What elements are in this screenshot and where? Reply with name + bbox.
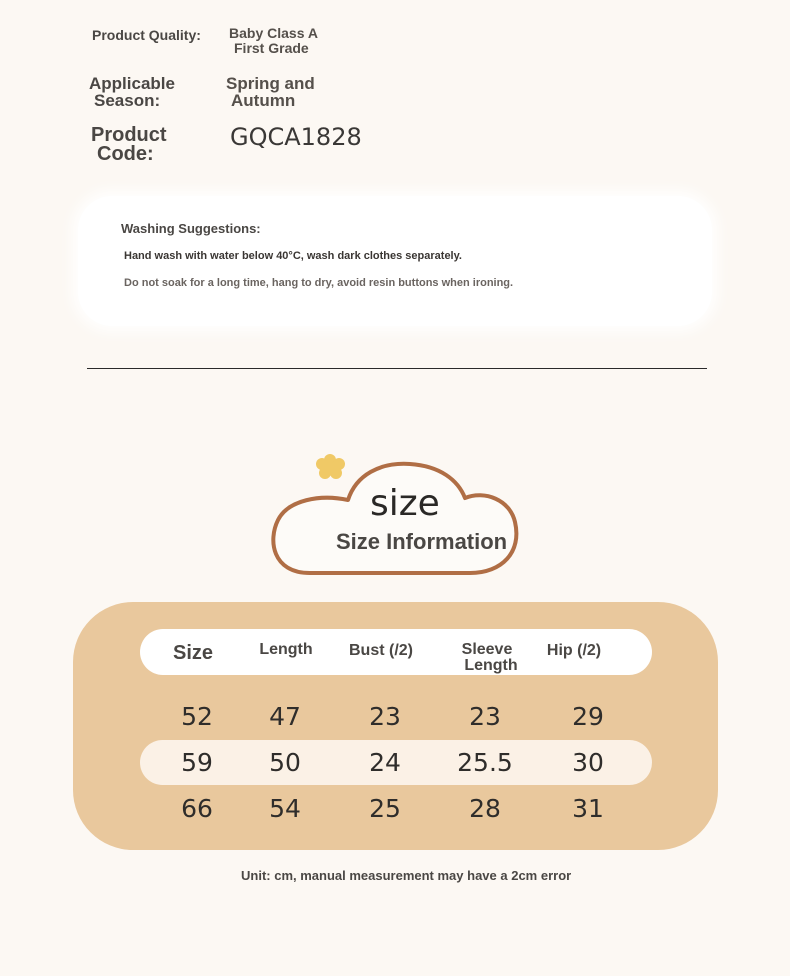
table-cell: 29	[572, 702, 604, 731]
section-divider	[87, 368, 707, 369]
applicable-season-value-line1: Spring and	[226, 74, 315, 93]
product-quality-label: Product Quality:	[92, 27, 201, 43]
product-quality-value-line1: Baby Class A	[229, 25, 318, 41]
washing-suggestions-title: Washing Suggestions:	[121, 221, 261, 236]
table-cell: 24	[369, 748, 401, 777]
table-cell: 47	[269, 702, 301, 731]
header-bust: Bust (/2)	[349, 642, 413, 659]
table-cell: 31	[572, 794, 604, 823]
applicable-season-label-line1: Applicable	[89, 74, 175, 93]
product-code-label-line1: Product	[91, 124, 167, 146]
table-cell: 59	[181, 748, 213, 777]
header-size: Size	[172, 642, 214, 664]
size-information-title: Size Information	[336, 529, 508, 554]
product-quality-value	[229, 26, 318, 56]
flower-icon	[316, 454, 345, 479]
table-cell: 25	[369, 794, 401, 823]
table-cell: 28	[469, 794, 501, 823]
washing-instruction-1: Hand wash with water below 40°C, wash dark clothes separately.	[124, 250, 462, 262]
applicable-season-label-line2: Season:	[94, 91, 161, 110]
size-cloud-word: size	[370, 483, 440, 524]
header-hip: Hip (/2)	[546, 642, 602, 659]
product-code-label	[91, 126, 167, 164]
table-cell: 50	[269, 748, 301, 777]
header-sleeve-line1: Sleeve	[461, 641, 513, 658]
product-quality-value-line2: First Grade	[234, 40, 309, 56]
product-code-label-line2: Code:	[97, 143, 154, 165]
table-cell: 52	[181, 702, 213, 731]
product-code-value: GQCA1828	[230, 123, 362, 151]
header-length: Length	[259, 641, 313, 658]
table-cell: 25.5	[457, 748, 513, 777]
washing-instruction-2: Do not soak for a long time, hang to dry, avoid resin buttons when ironing.	[124, 277, 514, 289]
table-cell: 23	[369, 702, 401, 731]
table-cell: 54	[269, 794, 301, 823]
table-cell: 30	[572, 748, 604, 777]
table-cell: 23	[469, 702, 501, 731]
header-sleeve-line2: Length	[464, 657, 518, 674]
measurement-footnote: Unit: cm, manual measurement may have a 2cm error	[241, 868, 572, 883]
applicable-season-value	[226, 75, 315, 109]
applicable-season-label	[89, 75, 175, 109]
applicable-season-value-line2: Autumn	[231, 91, 296, 110]
table-cell: 66	[181, 794, 213, 823]
